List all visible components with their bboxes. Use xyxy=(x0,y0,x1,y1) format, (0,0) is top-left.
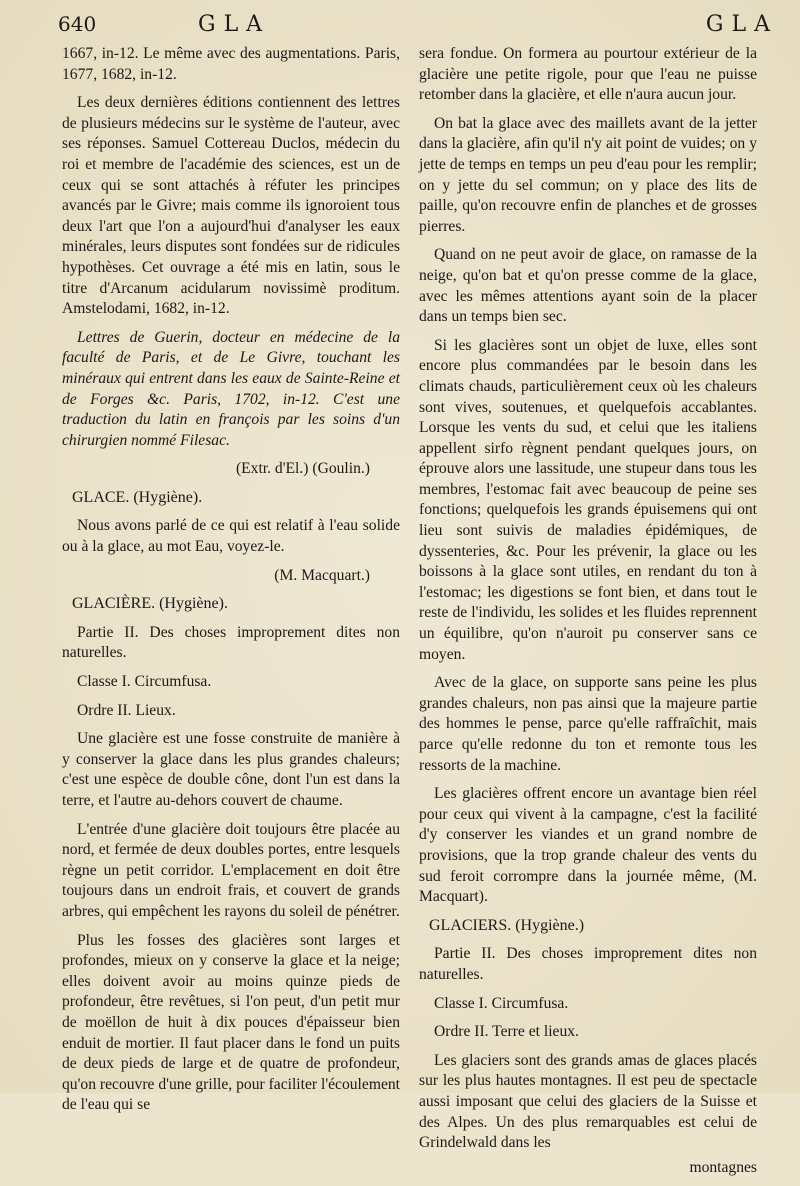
classification-line: Partie II. Des choses improprement dites non naturelles. xyxy=(62,623,400,662)
paragraph: Plus les fosses des glacières sont larges et profondes, mieux on y conserve la glace et la neige; elles doivent avoir au moins quinze pieds de profondeur, être revêtues, si l'on peut, d'un petit mur de moëllon de huit à dix pouces d'épaisseur bien enduit de mortier. Il faut placer dans le fond un puits de deux pieds de large et de quatre de profondeur, qu'on recouvre d'une grille, pour faciliter l'écoulement de l'eau qui se xyxy=(62,931,400,1114)
page-number: 640 xyxy=(58,12,97,36)
paragraph: 1667, in-12. Le même avec des augmentations. Paris, 1677, 1682, in-12. xyxy=(62,45,400,83)
paragraph: Nous avons parlé de ce qui est relatif à l'eau solide ou à la glace, au mot Eau, voyez-le. xyxy=(62,517,400,556)
catchword: montagnes xyxy=(689,1158,757,1176)
entry-heading: GLACE. (Hygiène). xyxy=(72,488,203,506)
paragraph: Une glacière est une fosse construite de manière à y conserver la glace dans les plus grandes chaleurs; c'est une espèce de double cône, dont l'un est dans la terre, et l'autre au-dehors couvert de chaume. xyxy=(62,730,400,809)
classification-line: Partie II. Des choses improprement dites non naturelles. xyxy=(419,945,757,983)
classification-line: Classe I. Circumfusa. xyxy=(434,994,569,1012)
entry-heading: GLACIÈRE. (Hygiène). xyxy=(72,595,228,613)
left-column xyxy=(62,44,400,1124)
attribution: (Extr. d'El.) (Goulin.) xyxy=(235,460,370,478)
paragraph: Les glaciers sont des grands amas de glaces placés sur les plus hautes montagnes. Il est peu de spectacle aussi imposant que celui des glaciers de la Suisse et des Alpes. Un des plus remarquables est celui de Grindelwald dans les xyxy=(419,1051,757,1152)
paragraph: Les deux dernières éditions contiennent des lettres de plusieurs médecins sur le système de l'auteur, avec ses réponses. Samuel Cottereau Duclos, médecin du roi et membre de l'académie des sciences, est un de ceux qui se sont attachés à réfuter les principes avancés par le Givre; mais comme ils ignoroient tous deux l'art que l'on a aujourd'hui d'analyser les eaux minérales, leurs disputes sont fondées sur de ridicules hypothèses. Cet ouvrage a été mis en latin, sous le titre d'Arcanum acidularum novissimè proditum. Amstelodami, 1682, in-12. xyxy=(62,94,400,318)
right-column xyxy=(419,44,757,1186)
running-title-right: GLA xyxy=(705,12,778,37)
paragraph: On bat la glace avec des maillets avant de la jetter dans la glacière, afin qu'il n'y ait point de vuides; on y jette de temps en temps un peu d'eau pour les remplir; on y jette du sel commun; on y place des lits de paille, qu'on recouvre enfin de planches et de grosses pierres. xyxy=(419,114,757,235)
entry-heading: GLACIERS. (Hygiène.) xyxy=(429,916,585,934)
classification-line: Ordre II. Lieux. xyxy=(77,701,176,719)
attribution: (M. Macquart.) xyxy=(274,566,370,584)
paragraph: Quand on ne peut avoir de glace, on ramasse de la neige, qu'on bat et qu'on presse comme de la glace, avec les mêmes attentions ayant soin de la placer dans un temps bien sec. xyxy=(419,246,757,326)
paragraph: sera fondue. On formera au pourtour extérieur de la glacière une petite rigole, pour que l'eau ne puisse retomber dans la glacière, et elle n'aura aucun jour. xyxy=(419,45,757,104)
running-title-left: GLA xyxy=(198,12,271,37)
paragraph: Si les glacières sont un objet de luxe, elles sont encore plus commandées par le besoin dans les climats chauds, particulièrement ceux où les chaleurs sont vives, soutenues, et quelquefois accablantes. Lorsque les vents du sud, et celui que les italiens appellent sirfo règnent pendant quelques jours, on éprouve alors une lassitude, une stupeur dans tous les membres, l'estomac fait avec beaucoup de peine ses fonctions; quelquefois les grands épuisemens qui ont lieu sont suivis de maladies épidémiques, de dyssenteries, &c. Pour les prévenir, la glace ou les boissons à la glace sont utiles, en rendant du ton à l'estomac; les digestions se font bien, et dans tout le reste de l'individu, les solides et les fluides reprennent un équilibre, qu'on n'auroit pu conserver sans ce moyen. xyxy=(419,336,757,663)
paragraph: Avec de la glace, on supporte sans peine les plus grandes chaleurs, non pas ainsi que la majeure partie des hommes le pense, parce qu'elle raffraîchit, mais parce qu'elle redonne du ton et remonte tous les ressorts de la machine. xyxy=(419,674,757,774)
paragraph: Lettres de Guerin, docteur en médecine de la faculté de Paris, et de Le Givre, touchant les minéraux qui entrent dans les eaux de Sainte-Reine et de Forges &c. Paris, 1702, in-12. C'est une traduction du latin en françois par les soins d'un chirurgien nommé Filesac. xyxy=(62,328,400,449)
paragraph: L'entrée d'une glacière doit toujours être placée au nord, et fermée de deux doubles portes, entre lesquels règne un petit corridor. L'emplacement en doit être toujours dans un endroit frais, et couvert de grands arbres, qui empêchent les rayons du soleil de pénétrer. xyxy=(62,820,400,920)
running-head xyxy=(58,12,778,42)
paragraph: Les glacières offrent encore un avantage bien réel pour ceux qui vivent à la campagne, c'est la facilité d'y conserver les viandes et un grand nombre de provisions, que la trop grande chaleur des vents du sud feroit corrompre dans la journée même, (M. Macquart). xyxy=(419,785,757,906)
classification-line: Classe I. Circumfusa. xyxy=(77,673,212,691)
classification-line: Ordre II. Terre et lieux. xyxy=(434,1023,579,1041)
